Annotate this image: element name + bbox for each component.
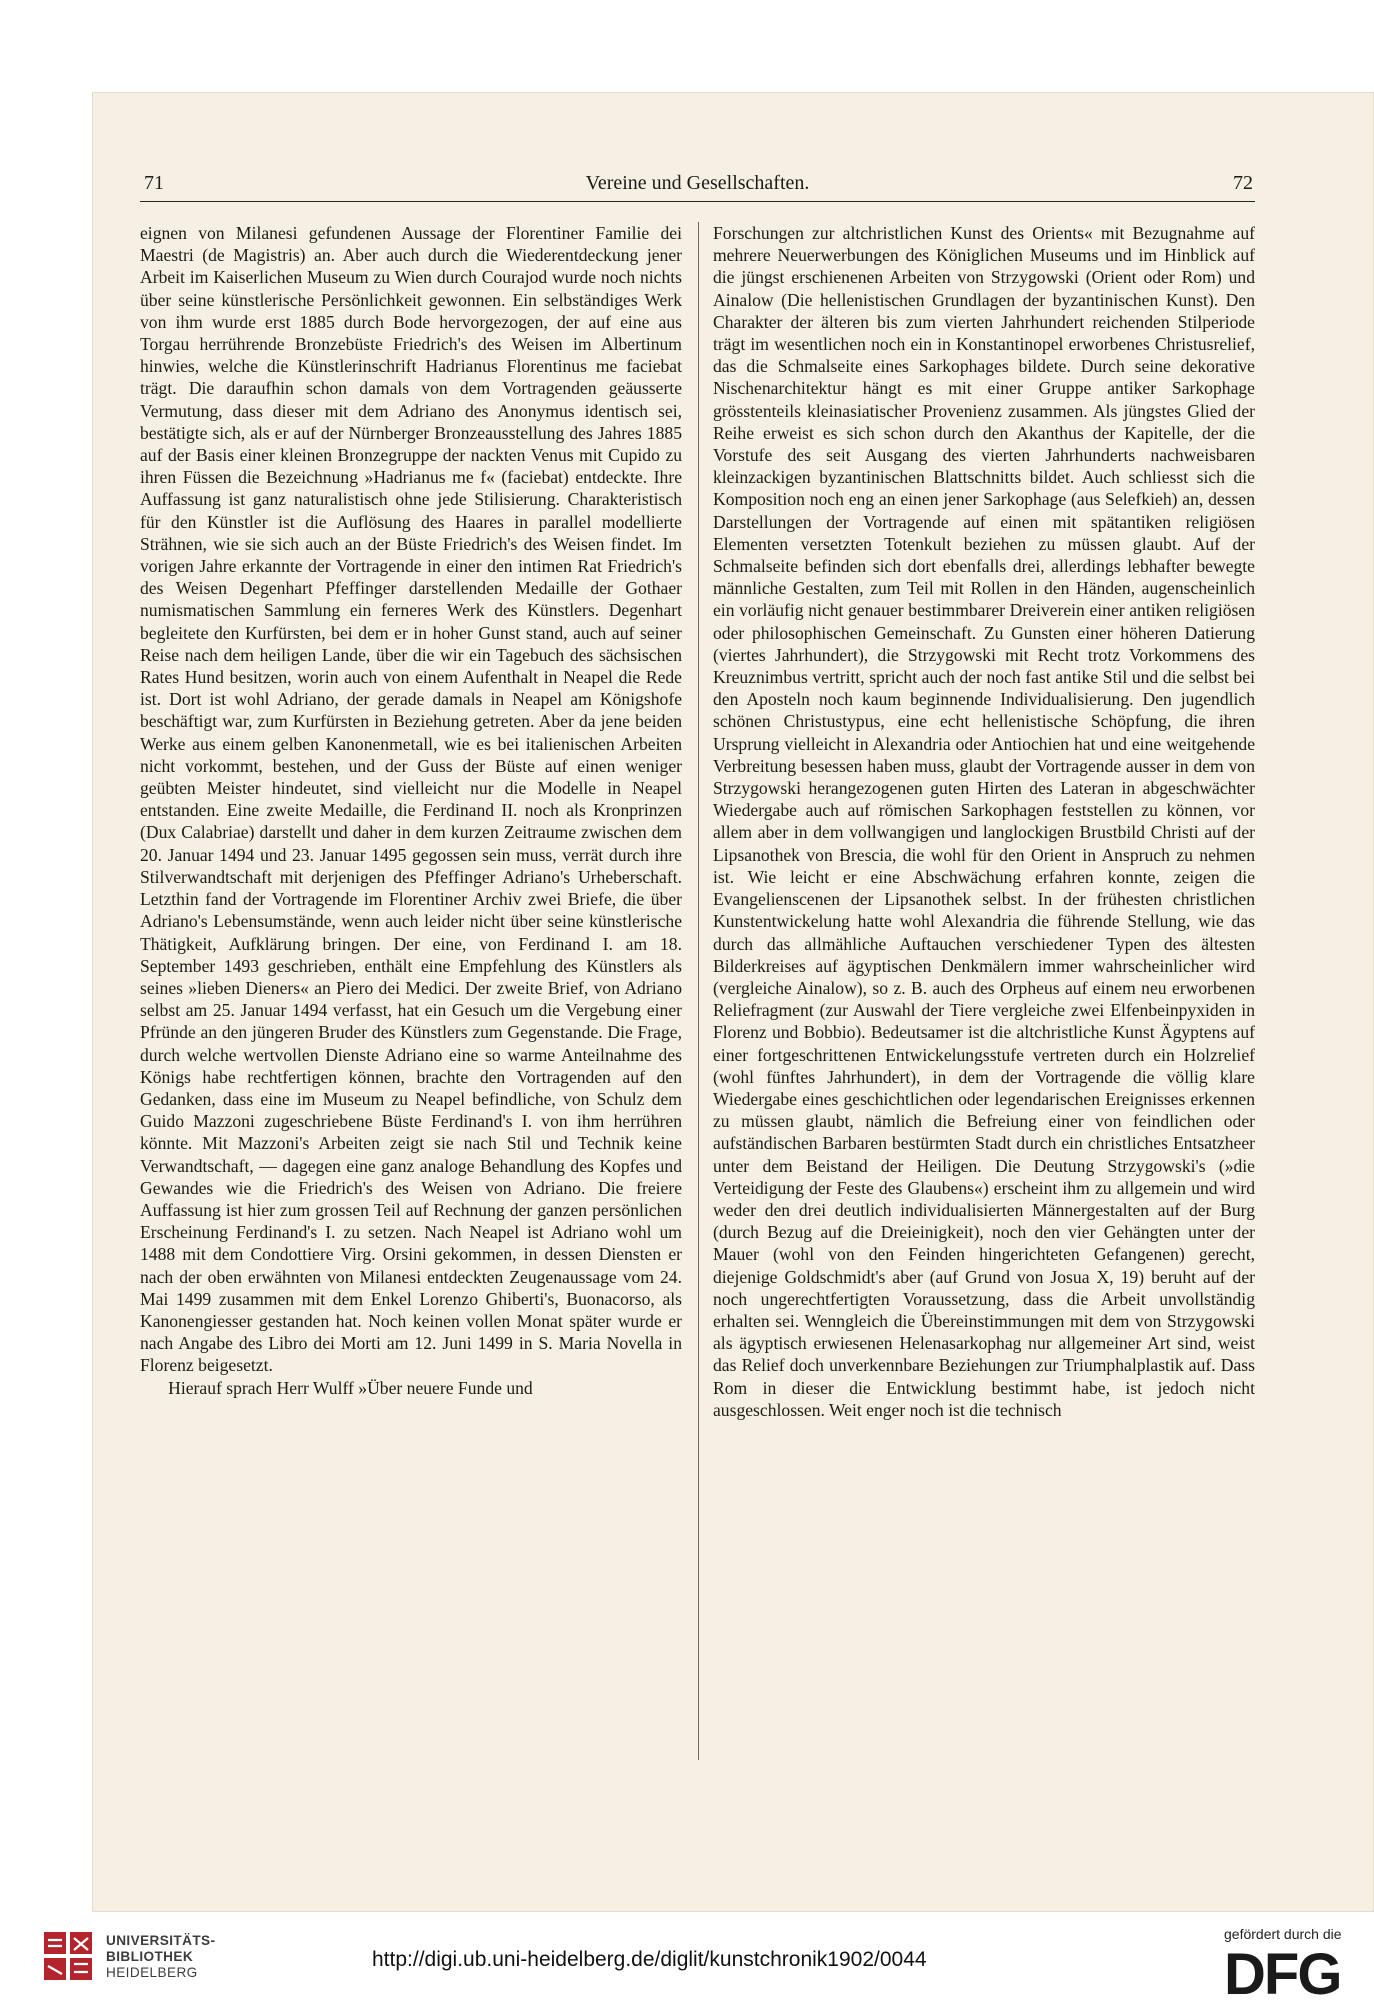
paragraph: eignen von Milanesi gefundenen Aussage der Florentiner Familie dei Maestri (de Magistris) an. Aber auch durch die Wiederentdeckung jener Arbeit im Kaiserlichen Museum zu Wien durch Courajod wurde noch nichts über seine künstlerische Persönlichkeit gewonnen. Ein selbständiges Werk von ihm wurde erst 1885 durch Bode hervorgezogen, der auf eine aus Torgau herrührende Bronzebüste Friedrich's des Weisen im Albertinum hinwies, welche die Künstlerinschrift Hadrianus Florentinus me faciebat trägt. Die daraufhin schon damals von dem Vortragenden geäusserte Vermutung, dass dieser mit dem Adriano des Anonymus identisch sei, bestätigte sich, als er auf der Nürnberger Bronzeausstellung des Jahres 1885 auf der Basis einer kleinen Bronzegruppe der nackten Venus mit Cupido zu ihren Füssen die Bezeichnung »Hadrianus me f« (faciebat) entdeckte. Ihre Auffassung ist ganz naturalistisch ohne jede Stilisierung. Charakteristisch für den Künstler ist die Auflösung des Haares in parallel modellierte Strähnen, wie sie sich auch an der Büste Friedrich's des Weisen findet. Im vorigen Jahre erkannte der Vortragende in einer den intimen Rat Friedrich's des Weisen Degenhart Pfeffinger darstellenden Medaille der Gothaer numismatischen Sammlung ein ferneres Werk des Künstlers. Degenhart begleitete den Kurfürsten, bei dem er in hoher Gunst stand, auch auf seiner Reise nach dem heiligen Lande, über die wir ein Tagebuch des sächsischen Rates Hund besitzen, worin auch von einem Aufenthalt in Neapel die Rede ist. Dort ist wohl Adriano, der gerade damals in Neapel am Königshofe beschäftigt war, zum Kurfürsten in Beziehung getreten. Aber da jene beiden Werke aus einem gelben Kanonenmetall, wie es bei italienischen Arbeiten nicht vorkommt, bestehen, und der Guss der Büste auf einen weniger geübten Meister hindeutet, sind vielleicht nur die Modelle in Neapel entstanden. Eine zweite Medaille, die Ferdinand II. noch als Kronprinzen (Dux Calabriae) darstellt und daher in dem kurzen Zeitraume zwischen dem 20. Januar 1494 und 23. Januar 1495 gegossen sein muss, verrät durch ihre Stilverwandtschaft mit derjenigen des Pfeffinger Adriano's Urheberschaft. Letzthin fand der Vortragende im Florentiner Archiv zwei Briefe, die über Adriano's Lebensumstände, wenn auch leider nicht über seine künstlerische Thätigkeit, Aufklärung bringen. Der eine, von Ferdinand I. am 18. September 1493 geschrieben, enthält eine Empfehlung des Künstlers als seines »lieben Dieners« an Piero dei Medici. Der zweite Brief, von Adriano selbst am 25. Januar 1494 verfasst, hat ein Gesuch um die Vergebung einer Pfründe an den jüngeren Bruder des Künstlers zum Gegenstande. Die Frage, durch welche wertvollen Dienste Adriano eine so warme Anteilnahme des Königs habe rechtfertigen können, brachte den Vortragenden auf den Gedanken, dass eine im Museum zu Neapel befindliche, von Schulz dem Guido Mazzoni zugeschriebene Büste Ferdinand's I. von ihm herrühren könnte. Mit Mazzoni's Arbeiten zeigt sie nach Stil und Technik keine Verwandtschaft, — dagegen eine ganz analoge Behandlung des Kopfes und Gewandes wie die Friedrich's des Weisen von Adriano. Die freiere Auffassung ist hier zum grossen Teil auf Rechnung der ganzen persönlichen Erscheinung Ferdinand's I. zu setzen. Nach Neapel ist Adriano wohl um 1488 mit dem Condottiere Virg. Orsini gekommen, in dessen Diensten er nach der oben erwähnten von Milanesi entdeckten Zeugenaussage vom 24. Mai 1499 zusammen mit dem Enkel Lorenzo Ghiberti's, Buonacorso, als Kanonengiesser gestanden hat. Noch keinen vollen Monat später wurde er nach Angabe des Libro dei Morti am 12. Juni 1499 in S. Maria Novella in Florenz beigesetzt.: [140, 223, 682, 1376]
library-line: UNIVERSITÄTS-: [106, 1933, 216, 1948]
university-seal-icon: [40, 1928, 96, 1984]
library-line: BIBLIOTHEK: [106, 1949, 194, 1964]
left-column: [140, 222, 682, 1399]
right-column: [713, 222, 1255, 1421]
paragraph: Forschungen zur altchristlichen Kunst des Orients« mit Bezugnahme auf mehrere Neuerwerbungen des Königlichen Museums und im Hinblick auf die jüngst erschienenen Arbeiten von Strzygowski (Orient oder Rom) und Ainalow (Die hellenistischen Grundlagen der byzantinischen Kunst). Den Charakter der älteren bis zum vierten Jahrhundert reichenden Stilperiode trägt im wesentlichen noch ein in Konstantinopel erworbenes Christusrelief, das die Schmalseite eines Sarkophages bildete. Durch seine dekorative Nischenarchitektur hängt es mit einer Gruppe antiker Sarkophage grösstenteils kleinasiatischer Provenienz zusammen. Als jüngstes Glied der Reihe erweist es sich schon durch den Akanthus der Kapitelle, der die Vorstufe des seit Ausgang des vierten Jahrhunderts nachweisbaren kleinzackigen byzantinischen Blattschnitts bildet. Auch schliesst sich die Komposition noch eng an einen jener Sarkophage (aus Selefkieh) an, dessen Darstellungen der Vortragende auf einen mit spätantiken religiösen Elementen versetzten Totenkult beziehen zu müssen glaubt. Auf der Schmalseite befinden sich dort ebenfalls drei, allerdings lebhafter bewegte männliche Gestalten, zum Teil mit Rollen in den Händen, augenscheinlich ein vorläufig nicht genauer bestimmbarer Dreiverein einer antiken religiösen oder philosophischen Gemeinschaft. Zu Gunsten einer höheren Datierung (viertes Jahrhundert), die Strzygowski mit Recht trotz Vorkommens des Kreuznimbus vertritt, spricht auch der noch fast antike Stil und die selbst bei den Aposteln noch kaum beginnende Individualisierung. Den jugendlich schönen Christustypus, eine echt hellenistische Schöpfung, die ihren Ursprung vielleicht in Alexandria oder Antiochien hat und eine weitgehende Verbreitung besessen haben muss, glaubt der Vortragende ausser in dem von Strzygowski herangezogenen guten Hirten des Lateran in abgeschwächter Wiedergabe auch auf römischen Sarkophagen feststellen zu können, vor allem aber in dem vollwangigen und langlockigen Brustbild Christi auf der Lipsanothek von Brescia, die wohl für den Orient in Anspruch zu nehmen ist. Wie leicht er eine Abschwächung erfahren konnte, zeigen die Evangelienscenen der Lipsanothek selbst. In der frühesten christlichen Kunstentwickelung hatte wohl Alexandria die führende Stellung, wie das durch das allmähliche Auftauchen verschiedener Typen des ältesten Bilderkreises auf ägyptischen Denkmälern immer wahrscheinlicher wird (vergleiche Ainalow), so z. B. auch des Orpheus auf einem neu erworbenen Reliefragment (zur Auswahl der Tiere vergleiche zwei Elfenbeinpyxiden in Florenz und Bobbio). Bedeutsamer ist die altchristliche Kunst Ägyptens auf einer fortgeschrittenen Entwickelungsstufe vertreten durch ein Holzrelief (wohl fünftes Jahrhundert), in dem der Vortragende die völlig klare Wiedergabe eines geschichtlichen oder legendarischen Ereignisses erkennen zu müssen glaubt, nämlich die Befreiung einer von feindlichen oder aufständischen Barbaren bestürmten Stadt durch ein christliches Entsatzheer unter dem Beistand der Heiligen. Die Deutung Strzygowski's (»die Verteidigung der Feste des Glaubens«) erscheint ihm zu allgemein und wird weder den drei deutlich individualisierten Männergestalten auf der Burg (durch Bezug auf die Dreieinigkeit), noch den vier Gehängten unter der Mauer (wohl von den Feinden hingerichteten Gefangenen) gerecht, diejenige Goldschmidt's aber (auf Grund von Josua X, 19) beruht auf der noch ungerechtfertigten Voraussetzung, dass die Arbeit unvollständig erhalten sei. Wenngleich die Übereinstimmungen mit dem von Strzygowski als ägyptisch erwiesenen Helenasarkophag nur allgemeiner Art sind, weist das Relief doch unverkennbare Beziehungen zur Triumphalplastik auf. Dass Rom in dieser die Entwicklung bestimmt habe, ist jedoch nicht ausgeschlossen. Weit enger noch ist die technisch: [713, 223, 1255, 1420]
paragraph: Hierauf sprach Herr Wulff »Über neuere Funde und: [168, 1377, 533, 1398]
funder-name: DFG: [1224, 1944, 1341, 2000]
running-header: [140, 172, 1255, 204]
source-url-link[interactable]: http://digi.ub.uni-heidelberg.de/diglit/kunstchronik1902/0044: [372, 1948, 927, 1971]
page-number-right: 72: [1233, 172, 1253, 194]
library-line: HEIDELBERG: [106, 1965, 198, 1980]
column-divider: [698, 222, 699, 1760]
dfg-logo-icon: [1222, 1944, 1357, 2000]
page-number-left: 71: [144, 172, 164, 194]
funding-label: gefördert durch die: [1224, 1926, 1342, 1942]
header-rule: [140, 201, 1255, 202]
library-name: [106, 1933, 215, 1981]
header-title: Vereine und Gesellschaften.: [585, 172, 810, 194]
